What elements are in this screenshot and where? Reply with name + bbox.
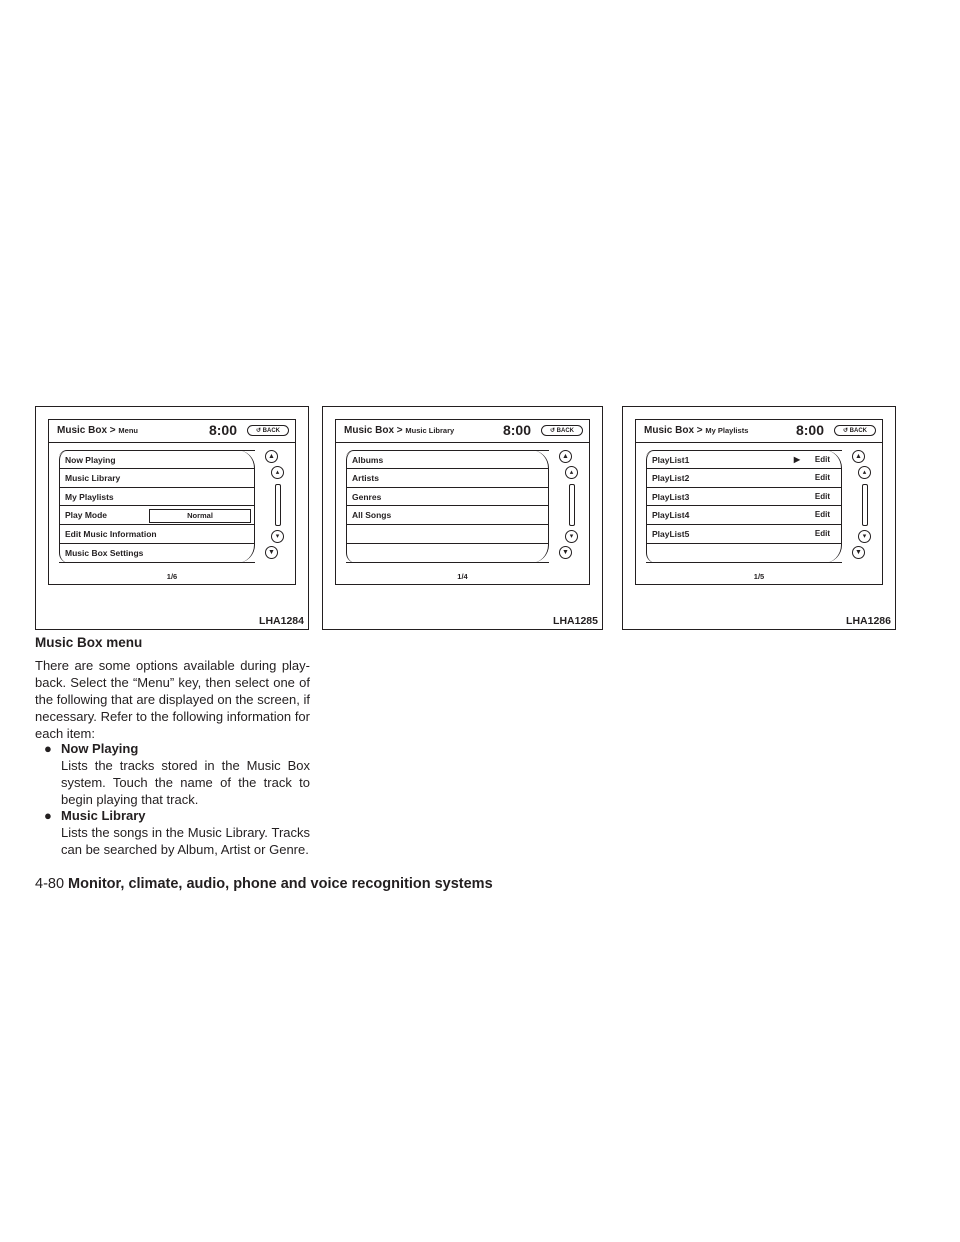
bullet-title: Now Playing — [61, 741, 139, 756]
chapter-title: Monitor, climate, audio, phone and voice recognition systems — [68, 876, 493, 892]
intro-paragraph: There are some options available during play-back. Select the “Menu” key, then select one of the following that are displayed on the screen, if necessary. Refer to the following information for each item: — [35, 658, 310, 741]
clock: 8:00 — [208, 422, 237, 438]
scroll-controls — [850, 450, 876, 563]
screen-display — [635, 419, 883, 585]
bullet-item — [44, 807, 310, 858]
screen-display — [48, 419, 296, 585]
bullet-icon: ● — [44, 741, 52, 756]
library-item-albums[interactable]: Albums — [346, 450, 549, 469]
scrollbar[interactable] — [569, 484, 575, 526]
page-down-icon[interactable]: ▼ — [852, 546, 865, 559]
screen-title: Music Box > Music Library — [344, 425, 455, 436]
edit-button[interactable]: Edit — [814, 491, 830, 501]
page-number: 4-80 — [35, 876, 65, 892]
scroll-down-icon[interactable]: ▾ — [271, 530, 284, 543]
playlist-name: PlayList5 — [652, 529, 690, 540]
menu-item-label: Play Mode — [65, 510, 108, 521]
page-up-icon[interactable]: ▲ — [852, 450, 865, 463]
library-item-all-songs[interactable]: All Songs — [346, 506, 549, 525]
screen-header — [336, 420, 589, 443]
bullet-title: Music Library — [61, 808, 146, 823]
bullet-text: Lists the tracks stored in the Music Box system. Touch the name of the track to begin playing that track. — [61, 758, 310, 807]
page-footer — [35, 876, 493, 892]
figure-my-playlists — [622, 406, 896, 630]
screen-title: Music Box > Menu — [57, 425, 139, 436]
figure-code: LHA1285 — [553, 615, 598, 627]
scrollbar[interactable] — [862, 484, 868, 526]
section-heading: Music Box menu — [35, 635, 143, 650]
page-down-icon[interactable]: ▼ — [265, 546, 278, 559]
play-arrow-icon: ▶ — [793, 455, 800, 464]
bullet-item — [44, 740, 310, 808]
scroll-down-icon[interactable]: ▾ — [858, 530, 871, 543]
menu-item-my-playlists[interactable]: My Playlists — [59, 488, 255, 507]
bullet-icon: ● — [44, 808, 52, 823]
clock: 8:00 — [502, 422, 531, 438]
edit-button[interactable]: Edit — [814, 510, 830, 520]
edit-button[interactable]: Edit — [814, 455, 830, 464]
screen-subtitle: My Playlists — [705, 426, 749, 435]
menu-item-now-playing[interactable]: Now Playing — [59, 450, 255, 469]
screen-title: Music Box > My Playlists — [644, 425, 749, 436]
playlist-item[interactable] — [646, 506, 842, 525]
playlist-item-empty — [646, 544, 842, 563]
page-indicator: 1/5 — [753, 572, 765, 581]
page-up-icon[interactable]: ▲ — [265, 450, 278, 463]
menu-item-music-box-settings[interactable]: Music Box Settings — [59, 544, 255, 563]
screen-header — [636, 420, 882, 443]
figure-music-library — [322, 406, 603, 630]
scroll-up-icon[interactable]: ▴ — [271, 466, 284, 479]
scroll-up-icon[interactable]: ▴ — [565, 466, 578, 479]
page-up-icon[interactable]: ▲ — [559, 450, 572, 463]
edit-button[interactable]: Edit — [814, 529, 830, 539]
playlist-name: PlayList4 — [652, 510, 690, 521]
menu-item-edit-music-information[interactable]: Edit Music Information — [59, 525, 255, 544]
playlist-name: PlayList1 — [652, 455, 690, 465]
scroll-controls — [263, 450, 289, 563]
playlist-name: PlayList2 — [652, 472, 690, 483]
edit-button[interactable]: Edit — [814, 472, 830, 482]
menu-item-play-mode[interactable] — [59, 506, 255, 525]
playlist-list — [646, 450, 842, 563]
library-item-genres[interactable]: Genres — [346, 488, 549, 507]
playlist-item[interactable] — [646, 488, 842, 507]
library-list — [346, 450, 549, 563]
clock: 8:00 — [795, 422, 824, 438]
page-indicator: 1/4 — [457, 572, 468, 581]
page-indicator: 1/6 — [166, 572, 178, 581]
playlist-item[interactable] — [646, 525, 842, 544]
screen-header — [49, 420, 295, 443]
menu-item-music-library[interactable]: Music Library — [59, 469, 255, 488]
screen-subtitle: Music Library — [405, 426, 455, 435]
figure-code: LHA1284 — [259, 615, 304, 627]
play-mode-value: Normal — [149, 509, 251, 523]
scroll-up-icon[interactable]: ▴ — [858, 466, 871, 479]
scroll-down-icon[interactable]: ▾ — [565, 530, 578, 543]
menu-list — [59, 450, 255, 563]
back-button[interactable]: ↺ BACK — [247, 425, 289, 436]
screen-subtitle: Menu — [118, 426, 139, 435]
figure-music-box-menu — [35, 406, 309, 630]
playlist-name: PlayList3 — [652, 491, 690, 502]
bullet-text: Lists the songs in the Music Library. Tracks can be searched by Album, Artist or Genre. — [61, 825, 310, 857]
library-item-empty — [346, 525, 549, 544]
back-button[interactable]: ↺ BACK — [541, 425, 583, 436]
page-down-icon[interactable]: ▼ — [559, 546, 572, 559]
scroll-controls — [557, 450, 583, 563]
library-item-artists[interactable]: Artists — [346, 469, 549, 488]
figure-code: LHA1286 — [846, 615, 891, 627]
screen-display — [335, 419, 590, 585]
playlist-item[interactable] — [646, 450, 842, 469]
scrollbar[interactable] — [275, 484, 281, 526]
library-item-empty — [346, 544, 549, 563]
playlist-item[interactable] — [646, 469, 842, 488]
back-button[interactable]: ↺ BACK — [834, 425, 876, 436]
